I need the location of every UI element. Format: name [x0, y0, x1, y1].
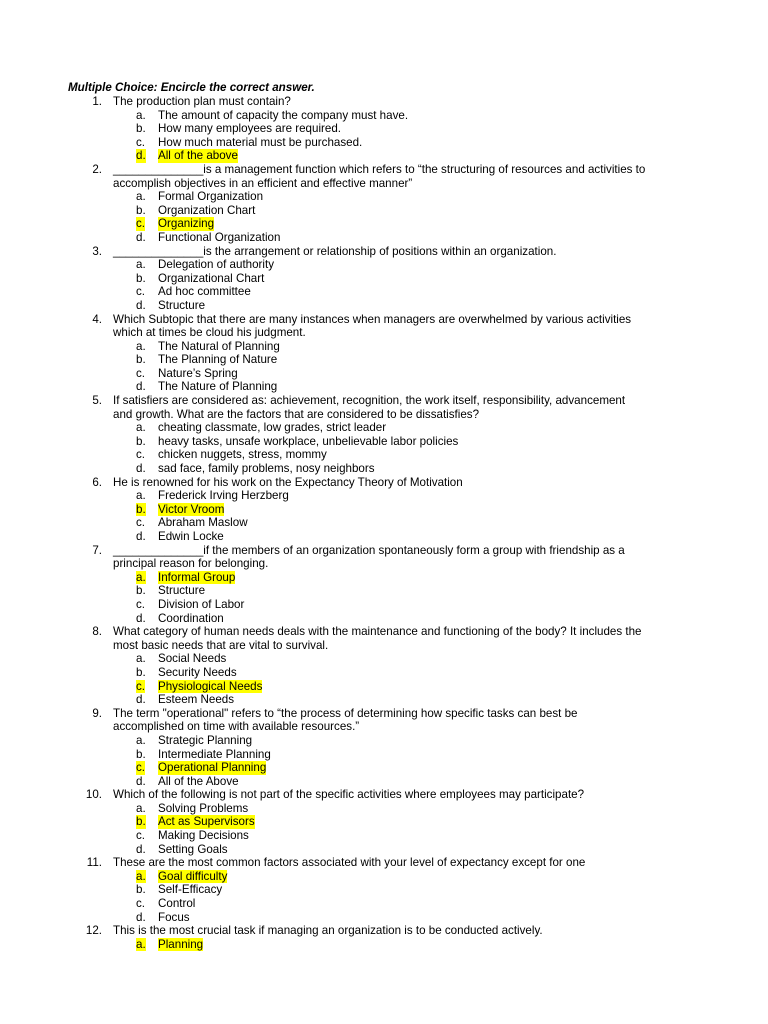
option-letter: b. — [136, 434, 146, 448]
option-letter: d. — [136, 910, 146, 924]
option-text: Coordination — [158, 611, 224, 625]
question-line — [0, 313, 768, 327]
question-line — [0, 163, 768, 177]
option-letter: a. — [136, 869, 146, 883]
option-text: Division of Labor — [158, 597, 245, 611]
option-text: Social Needs — [158, 652, 227, 666]
option-letter: b. — [136, 271, 146, 285]
answer-option — [0, 258, 768, 272]
option-text: Delegation of authority — [158, 258, 275, 272]
option-text: Frederick Irving Herzberg — [158, 489, 289, 503]
question-text: ______________if the members of an organization spontaneously form a group with friendship as a — [113, 543, 625, 557]
option-letter: b. — [136, 122, 146, 136]
option-text: The amount of capacity the company must have. — [158, 108, 409, 122]
option-text: Structure — [158, 298, 206, 312]
answer-option — [0, 843, 768, 857]
highlighted-answer-text: Informal Group — [158, 570, 236, 584]
answer-option — [0, 761, 768, 775]
option-letter: c. — [136, 597, 146, 611]
answer-option — [0, 516, 768, 530]
highlighted-answer-text: Planning — [158, 937, 204, 951]
option-text: Functional Organization — [158, 230, 281, 244]
option-letter: d. — [136, 462, 146, 476]
answer-option — [0, 897, 768, 911]
option-letter: b. — [136, 353, 146, 367]
option-letter: b. — [136, 502, 146, 516]
option-letter: c. — [136, 448, 146, 462]
question-text: which at times be cloud his judgment. — [113, 326, 306, 340]
question-text: The production plan must contain? — [113, 95, 291, 108]
question-text: If satisfiers are considered as: achievement, recognition, the work itself, responsibility, advancement — [113, 394, 626, 408]
question-line — [0, 394, 768, 408]
option-letter: d. — [136, 774, 146, 788]
option-text: cheating classmate, low grades, strict leader — [158, 421, 387, 435]
option-text: Formal Organization — [158, 190, 264, 204]
answer-option — [0, 734, 768, 748]
option-letter: c. — [136, 761, 146, 775]
answer-option — [0, 571, 768, 585]
option-text: Self-Efficacy — [158, 883, 223, 897]
question-line — [0, 707, 768, 721]
option-letter: a. — [136, 190, 146, 204]
answer-option — [0, 380, 768, 394]
question-text: What category of human needs deals with the maintenance and functioning of the body? It includes the — [113, 625, 642, 639]
question-number: 1. — [92, 95, 102, 108]
answer-option — [0, 815, 768, 829]
option-letter: b. — [136, 584, 146, 598]
question-line — [0, 95, 768, 109]
highlighted-answer-text: Act as Supervisors — [158, 815, 255, 829]
answer-option — [0, 612, 768, 626]
option-letter: a. — [136, 570, 146, 584]
option-letter: b. — [136, 665, 146, 679]
answer-option — [0, 353, 768, 367]
option-letter: d. — [136, 298, 146, 312]
answer-option — [0, 503, 768, 517]
question-number: 7. — [92, 543, 102, 557]
option-letter: b. — [136, 747, 146, 761]
answer-option — [0, 584, 768, 598]
answer-option — [0, 748, 768, 762]
option-letter: a. — [136, 108, 146, 122]
highlighted-answer-text: Physiological Needs — [158, 679, 263, 693]
answer-option — [0, 829, 768, 843]
option-letter: b. — [136, 883, 146, 897]
answer-option — [0, 367, 768, 381]
option-letter: a. — [136, 489, 146, 503]
question-text: accomplish objectives in an efficient and effective manner” — [113, 176, 413, 190]
answer-option — [0, 693, 768, 707]
question-text: The term "operational" refers to “the process of determining how specific tasks can best be — [113, 706, 578, 720]
option-text: Organization Chart — [158, 203, 256, 217]
answer-option — [0, 680, 768, 694]
question-number: 6. — [92, 475, 102, 489]
question-line — [0, 924, 768, 938]
answer-option — [0, 136, 768, 150]
option-text: Nature’s Spring — [158, 366, 238, 380]
option-text: Edwin Locke — [158, 530, 224, 543]
option-letter: c. — [136, 366, 146, 380]
answer-option — [0, 883, 768, 897]
question-number: 3. — [92, 244, 102, 258]
option-letter: c. — [136, 217, 146, 231]
question-text: These are the most common factors associated with your level of expectancy except for one — [113, 856, 586, 870]
option-letter: a. — [136, 421, 146, 435]
option-text: Organizational Chart — [158, 271, 265, 285]
question-line — [0, 720, 768, 734]
option-text: Esteem Needs — [158, 693, 235, 707]
question-line — [0, 639, 768, 653]
question-text: and growth. What are the factors that are considered to be dissatisfies? — [113, 407, 480, 421]
answer-option — [0, 122, 768, 136]
answer-option — [0, 462, 768, 476]
option-letter: a. — [136, 801, 146, 815]
answer-option — [0, 204, 768, 218]
option-letter: b. — [136, 203, 146, 217]
highlighted-answer-text: All of the above — [158, 149, 238, 163]
question-number: 5. — [92, 394, 102, 408]
question-line — [0, 326, 768, 340]
option-text: Setting Goals — [158, 842, 228, 856]
option-letter: c. — [136, 285, 146, 299]
instructions-heading: Multiple Choice: Encircle the correct answer. — [68, 81, 315, 94]
option-letter: a. — [136, 937, 146, 951]
answer-option — [0, 190, 768, 204]
option-letter: a. — [136, 258, 146, 272]
option-text: The Natural of Planning — [158, 339, 280, 353]
answer-option — [0, 775, 768, 789]
highlighted-answer-text: Victor Vroom — [158, 502, 225, 516]
answer-option — [0, 217, 768, 231]
option-text: Abraham Maslow — [158, 516, 248, 530]
question-line — [0, 544, 768, 558]
question-number: 9. — [92, 706, 102, 720]
option-letter: d. — [136, 230, 146, 244]
question-text: accomplished on time with available resources.” — [113, 720, 360, 734]
option-letter: b. — [136, 815, 146, 829]
option-letter: d. — [136, 149, 146, 163]
question-line — [0, 177, 768, 191]
option-text: heavy tasks, unsafe workplace, unbelievable labor policies — [158, 434, 459, 448]
question-text: most basic needs that are vital to survival. — [113, 638, 329, 652]
answer-option — [0, 448, 768, 462]
option-text: Strategic Planning — [158, 733, 253, 747]
answer-option — [0, 435, 768, 449]
question-list — [0, 95, 768, 951]
option-text: How many employees are required. — [158, 122, 342, 136]
option-text: Security Needs — [158, 665, 237, 679]
highlighted-answer-text: Organizing — [158, 217, 215, 231]
option-text: Intermediate Planning — [158, 747, 271, 761]
question-line — [0, 245, 768, 259]
option-text: Solving Problems — [158, 801, 249, 815]
answer-option — [0, 149, 768, 163]
answer-option — [0, 802, 768, 816]
option-text: sad face, family problems, nosy neighbors — [158, 462, 375, 476]
answer-option — [0, 285, 768, 299]
question-text: Which of the following is not part of the specific activities where employees may participate? — [113, 788, 585, 802]
question-text: This is the most crucial task if managing an organization is to be conducted actively. — [113, 924, 543, 938]
question-number: 12. — [85, 924, 102, 938]
question-text: ______________is the arrangement or relationship of positions within an organization. — [113, 244, 557, 258]
option-letter: a. — [136, 733, 146, 747]
option-text: Structure — [158, 584, 206, 598]
option-letter: d. — [136, 380, 146, 394]
answer-option — [0, 421, 768, 435]
answer-option — [0, 489, 768, 503]
option-letter: c. — [136, 516, 146, 530]
question-line — [0, 856, 768, 870]
option-letter: c. — [136, 135, 146, 149]
question-line — [0, 476, 768, 490]
answer-option — [0, 652, 768, 666]
answer-option — [0, 109, 768, 123]
option-letter: d. — [136, 693, 146, 707]
answer-option — [0, 598, 768, 612]
answer-option — [0, 530, 768, 544]
question-text: Which Subtopic that there are many instances when managers are overwhelmed by various activities — [113, 312, 632, 326]
answer-option — [0, 272, 768, 286]
option-text: All of the Above — [158, 774, 239, 788]
option-text: Ad hoc committee — [158, 285, 251, 299]
option-text: The Nature of Planning — [158, 380, 278, 394]
question-line — [0, 788, 768, 802]
question-text: He is renowned for his work on the Expectancy Theory of Motivation — [113, 475, 463, 489]
question-number: 10. — [85, 788, 102, 802]
answer-option — [0, 299, 768, 313]
option-letter: d. — [136, 842, 146, 856]
answer-option — [0, 231, 768, 245]
answer-option — [0, 870, 768, 884]
option-text: Making Decisions — [158, 829, 249, 843]
option-letter: c. — [136, 897, 146, 911]
option-letter: a. — [136, 339, 146, 353]
option-letter: c. — [136, 829, 146, 843]
option-letter: a. — [136, 652, 146, 666]
question-line — [0, 625, 768, 639]
option-letter: c. — [136, 679, 146, 693]
question-number: 4. — [92, 312, 102, 326]
highlighted-answer-text: Goal difficulty — [158, 869, 228, 883]
question-line — [0, 557, 768, 571]
answer-option — [0, 340, 768, 354]
option-text: How much material must be purchased. — [158, 135, 363, 149]
option-letter: d. — [136, 611, 146, 625]
option-letter: d. — [136, 530, 146, 543]
option-text: The Planning of Nature — [158, 353, 278, 367]
question-number: 8. — [92, 625, 102, 639]
answer-option — [0, 666, 768, 680]
option-text: Control — [158, 897, 196, 911]
highlighted-answer-text: Operational Planning — [158, 761, 267, 775]
question-line — [0, 408, 768, 422]
question-number: 2. — [92, 162, 102, 176]
answer-option — [0, 911, 768, 925]
option-text: Focus — [158, 910, 190, 924]
question-text: ______________is a management function which refers to “the structuring of resources and activities to — [113, 162, 646, 176]
answer-option — [0, 938, 768, 952]
question-text: principal reason for belonging. — [113, 557, 269, 571]
option-text: chicken nuggets, stress, mommy — [158, 448, 327, 462]
question-number: 11. — [86, 856, 102, 870]
